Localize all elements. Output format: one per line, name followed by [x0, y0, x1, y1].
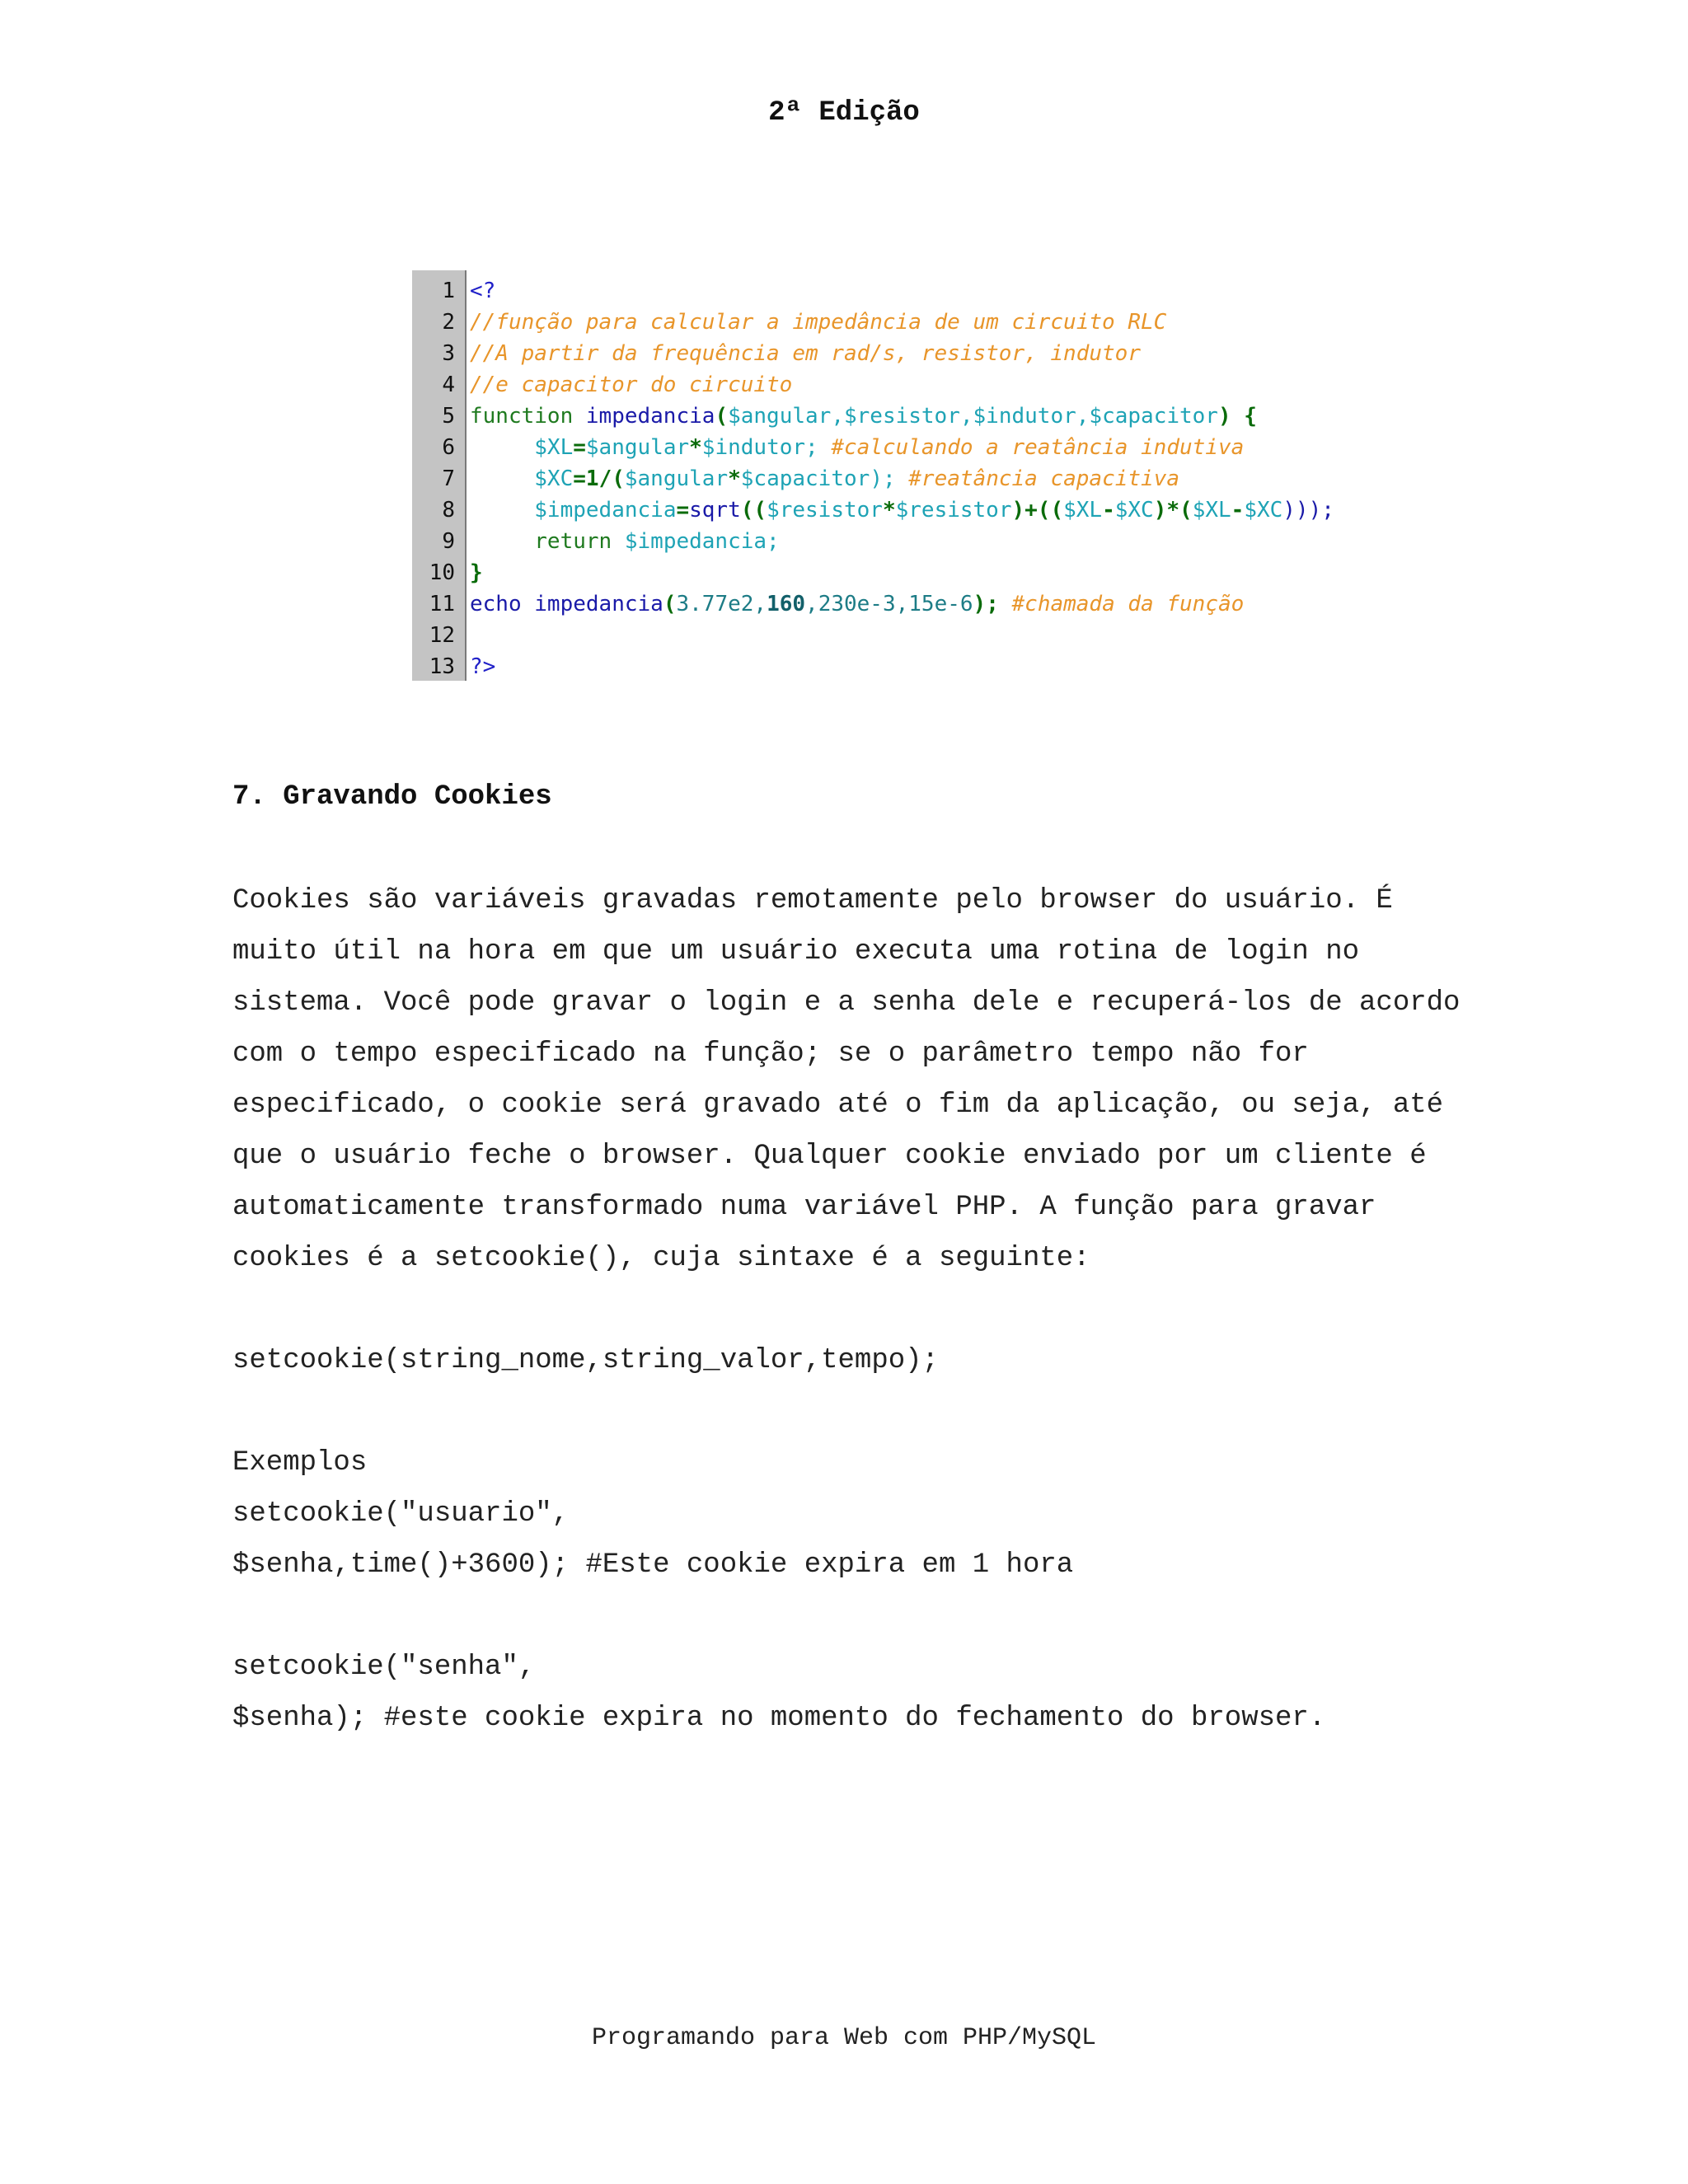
code-token: - [1231, 498, 1245, 523]
code-token: //função para calcular a impedância de um circuito RLC [470, 310, 1167, 335]
code-token: , [805, 592, 818, 616]
line-number: 6 [442, 435, 455, 460]
code-line [412, 369, 1451, 401]
code-token: ( [715, 404, 729, 429]
code-text [470, 526, 780, 557]
line-number: 12 [429, 623, 455, 648]
code-line [412, 494, 1451, 526]
example-2-line-2: $senha); #este cookie expira no momento do fechamento do browser. [232, 1703, 1326, 1734]
code-token [470, 529, 534, 554]
line-number: 10 [429, 560, 455, 585]
paragraph-line: com o tempo especificado na função; se o parâmetro tempo não for [232, 1038, 1309, 1070]
code-line [412, 275, 1451, 307]
code-token: ?> [470, 654, 496, 679]
code-token: $indutor [701, 435, 806, 460]
code-text [470, 557, 483, 588]
code-token: - [1102, 498, 1115, 523]
code-line [412, 463, 1451, 494]
code-token: 15e-6 [908, 592, 973, 616]
code-token: $XC [1244, 498, 1283, 523]
code-token: , [895, 592, 909, 616]
code-token: ) { [1217, 404, 1257, 429]
code-text [470, 432, 1244, 463]
code-text [470, 401, 1257, 432]
code-token: $impedancia [624, 529, 767, 554]
code-token: $angular [728, 404, 832, 429]
paragraph-line: que o usuário feche o browser. Qualquer cookie enviado por um cliente é [232, 1141, 1427, 1172]
code-token: ( [663, 592, 677, 616]
example-1-line-1: setcookie("usuario", [232, 1498, 570, 1530]
body-text [232, 875, 1551, 1744]
code-token: $XC [534, 466, 574, 491]
code-text [470, 369, 792, 401]
code-token: $XL [534, 435, 574, 460]
code-token: <? [470, 279, 496, 303]
line-number: 7 [442, 466, 455, 491]
code-token: (( [740, 498, 767, 523]
line-number: 13 [429, 654, 455, 679]
example-2-line-1: setcookie("senha", [232, 1652, 536, 1683]
paragraph-line: sistema. Você pode gravar o login e a senha dele e recuperá-los de acordo [232, 987, 1461, 1019]
page-footer: Programando para Web com PHP/MySQL [591, 2024, 1097, 2052]
code-token: echo [470, 592, 535, 616]
code-token: , [753, 592, 767, 616]
code-token: , [1076, 404, 1090, 429]
code-token: //A partir da frequência em rad/s, resistor, indutor [470, 341, 1141, 366]
code-token: * [728, 466, 741, 491]
code-text [470, 275, 495, 307]
code-token: ); [973, 592, 1012, 616]
syntax-line: setcookie(string_nome,string_valor,tempo); [232, 1345, 939, 1376]
code-text [470, 338, 1141, 369]
code-line [412, 620, 1451, 651]
code-token: #chamada da função [1011, 592, 1245, 616]
code-token: 160 [767, 592, 806, 616]
code-token: $angular [624, 466, 729, 491]
code-token [470, 498, 534, 523]
example-1-line-2: $senha,time()+3600); #Este cookie expira em 1 hora [232, 1549, 1074, 1581]
code-line [412, 526, 1451, 557]
code-token: 1 [585, 466, 599, 491]
code-token: ; [767, 529, 780, 554]
code-token: impedancia [534, 592, 663, 616]
code-text [470, 494, 1334, 526]
code-token: sqrt [689, 498, 741, 523]
code-token: , [831, 404, 844, 429]
code-token [470, 466, 534, 491]
line-number: 1 [442, 279, 455, 303]
code-token: $resistor [767, 498, 883, 523]
code-text [470, 588, 1244, 620]
code-token: impedancia [585, 404, 715, 429]
line-number: 8 [442, 498, 455, 523]
code-token: $indutor [973, 404, 1076, 429]
code-token: $XL [1192, 498, 1231, 523]
code-token: $XL [1063, 498, 1103, 523]
line-number: 11 [429, 592, 455, 616]
code-token: ))); [1282, 498, 1334, 523]
code-line [412, 401, 1451, 432]
code-line [412, 432, 1451, 463]
code-token: 3.77e2 [676, 592, 754, 616]
line-number: 4 [442, 373, 455, 397]
code-line [412, 557, 1451, 588]
code-token: $angular [585, 435, 690, 460]
paragraph-line: automaticamente transformado numa variável PHP. A função para gravar [232, 1192, 1376, 1223]
code-token: ; [805, 435, 832, 460]
code-listing [412, 270, 1451, 681]
paragraph-line: Cookies são variáveis gravadas remotamente pelo browser do usuário. É [232, 885, 1393, 916]
code-token: $XC [1114, 498, 1154, 523]
paragraph-line: muito útil na hora em que um usuário executa uma rotina de login no [232, 936, 1360, 968]
code-text [470, 651, 495, 682]
code-token: } [470, 560, 483, 585]
code-token: = [676, 498, 690, 523]
code-line [412, 651, 1451, 682]
code-token: )*( [1153, 498, 1193, 523]
code-token: $impedancia [534, 498, 677, 523]
code-token: #calculando a reatância indutiva [831, 435, 1245, 460]
code-token: $capacitor [740, 466, 870, 491]
code-token: function [470, 404, 586, 429]
line-number: 9 [442, 529, 455, 554]
paragraph-line: cookies é a setcookie(), cuja sintaxe é a seguinte: [232, 1243, 1090, 1274]
code-token: $resistor [843, 404, 960, 429]
examples-label: Exemplos [232, 1447, 368, 1479]
code-token: return [534, 529, 625, 554]
page-header-edition: 2ª Edição [768, 97, 920, 129]
code-line [412, 307, 1451, 338]
code-token: $resistor [895, 498, 1012, 523]
section-title: 7. Gravando Cookies [232, 781, 552, 813]
code-token: * [689, 435, 702, 460]
line-number: 3 [442, 341, 455, 366]
code-token: $capacitor [1089, 404, 1218, 429]
line-number: 2 [442, 310, 455, 335]
code-token: //e capacitor do circuito [470, 373, 793, 397]
code-token: )+(( [1011, 498, 1064, 523]
code-token: 230e-3 [818, 592, 896, 616]
code-token: ); [870, 466, 909, 491]
code-line [412, 338, 1451, 369]
code-token: = [573, 435, 586, 460]
code-token: = [573, 466, 586, 491]
code-token: /( [598, 466, 625, 491]
code-text [470, 307, 1166, 338]
code-token: , [959, 404, 973, 429]
code-text [470, 463, 1179, 494]
line-number: 5 [442, 404, 455, 429]
paragraph-line: especificado, o cookie será gravado até o fim da aplicação, ou seja, até [232, 1090, 1444, 1121]
code-line [412, 588, 1451, 620]
code-token [470, 435, 534, 460]
code-token: #reatância capacitiva [908, 466, 1180, 491]
code-token: * [882, 498, 896, 523]
